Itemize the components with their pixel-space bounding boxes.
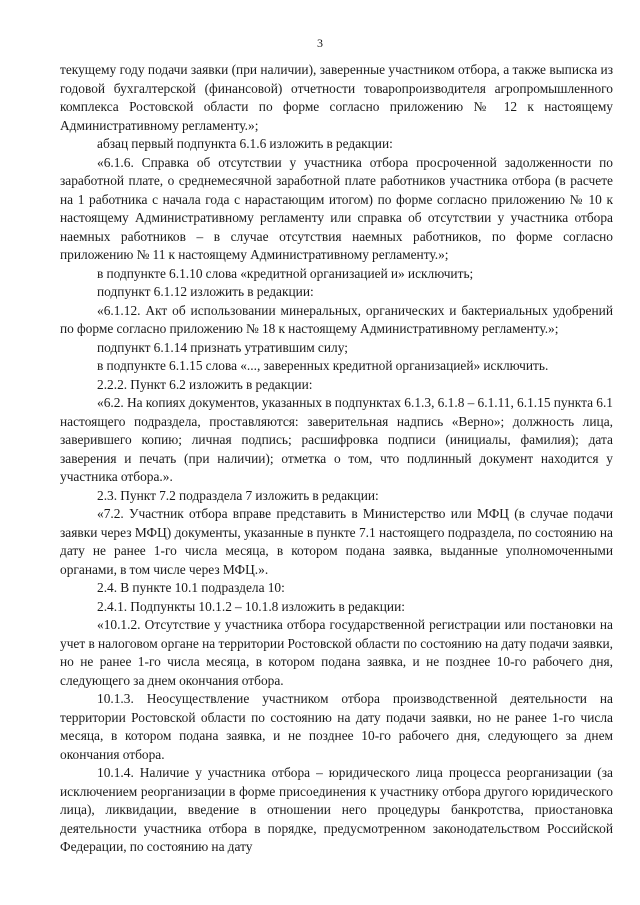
- paragraph: 2.4.1. Подпункты 10.1.2 – 10.1.8 изложить в редакции:: [97, 598, 405, 614]
- paragraph: подпункт 6.1.12 изложить в редакции:: [97, 284, 314, 299]
- paragraph: «6.1.12. Акт об использовании минеральных, органических и бактериальных удобрений по форме согласно приложению № 18 к настоящему Административному регламенту.»;: [60, 302, 613, 336]
- paragraph: «10.1.2. Отсутствие у участника отбора государственной регистрации или постановки на учет в налоговом органе на территории Ростовской области по состоянию на дату подачи заявки, но не ранее 1-го числа месяца, в котором подана заявка, и не позднее 10-го рабочего дня, следующего за днем окончания отбора.: [60, 617, 613, 688]
- paragraph: в подпункте 6.1.15 слова «..., заверенных кредитной организацией» исключить.: [97, 358, 549, 373]
- paragraph: «6.2. На копиях документов, указанных в подпунктах 6.1.3, 6.1.8 – 6.1.11, 6.1.15 пункта 6.1 настоящего подраздела, проставляются: заверительная надпись «Верно»; должность лица, заверившего копию; личная подпись; расшифровка подписи (инициалы, фамилия); дата заверения и печать (при наличии); отметка о том, что подлинный документ находится у участника отбора.».: [60, 395, 613, 484]
- paragraph: 10.1.4. Наличие у участника отбора – юридического лица процесса реорганизации (за исключением реорганизации в форме присоединения к участнику отбора другого юридического лица), ликвидации, введение в отношении него процедуры банкротства, приостановка деятельности участника отбора в порядке, предусмотренном законодательством Российской Федерации, по состоянию на дату: [60, 765, 613, 854]
- paragraph: «7.2. Участник отбора вправе представить в Министерство или МФЦ (в случае подачи заявки через МФЦ) документы, указанные в пункте 7.1 настоящего подраздела, по состоянию на дату не ранее 1-го числа месяца, в котором подана заявка, выданные уполномоченными органами, в том числе через МФЦ.».: [60, 506, 613, 577]
- paragraph: 10.1.3. Неосуществление участником отбора производственной деятельности на территории Ростовской области по состоянию на дату подачи заявки, но не ранее 1-го числа месяца, в котором подана заявка, и не позднее 10-го рабочего дня, следующего за днем окончания отбора.: [60, 691, 613, 762]
- paragraph: 2.3. Пункт 7.2 подраздела 7 изложить в редакции:: [97, 487, 379, 503]
- paragraph: в подпункте 6.1.10 слова «кредитной организацией и» исключить;: [97, 265, 474, 281]
- paragraph: 2.4. В пункте 10.1 подраздела 10:: [97, 580, 285, 595]
- paragraph: абзац первый подпункта 6.1.6 изложить в редакции:: [97, 136, 393, 151]
- document-body: [60, 61, 613, 857]
- page-number: 3: [317, 36, 323, 50]
- paragraph: подпункт 6.1.14 признать утратившим силу;: [97, 339, 348, 355]
- paragraph: 2.2.2. Пункт 6.2 изложить в редакции:: [97, 376, 313, 392]
- paragraph: «6.1.6. Справка об отсутствии у участника отбора просроченной задолженности по заработной плате, о среднемесячной заработной плате работников участника отбора (в расчете на 1 работника с начала года с нарастающим итогом) по форме согласно приложению № 10 к настоящему Административному регламенту или справка об отсутствии у участника отбора наемных работников – в случае отсутствия наемных работников, по форме согласно приложению № 11 к настоящему Административному регламенту.»;: [60, 154, 613, 262]
- paragraph: текущему году подачи заявки (при наличии), заверенные участником отбора, а также выписка из годовой бухгалтерской (финансовой) отчетности товаропроизводителя агропромышленного комплекса Ростовской области по форме согласно приложению № 12 к настоящему Административному регламенту.»;: [60, 62, 613, 133]
